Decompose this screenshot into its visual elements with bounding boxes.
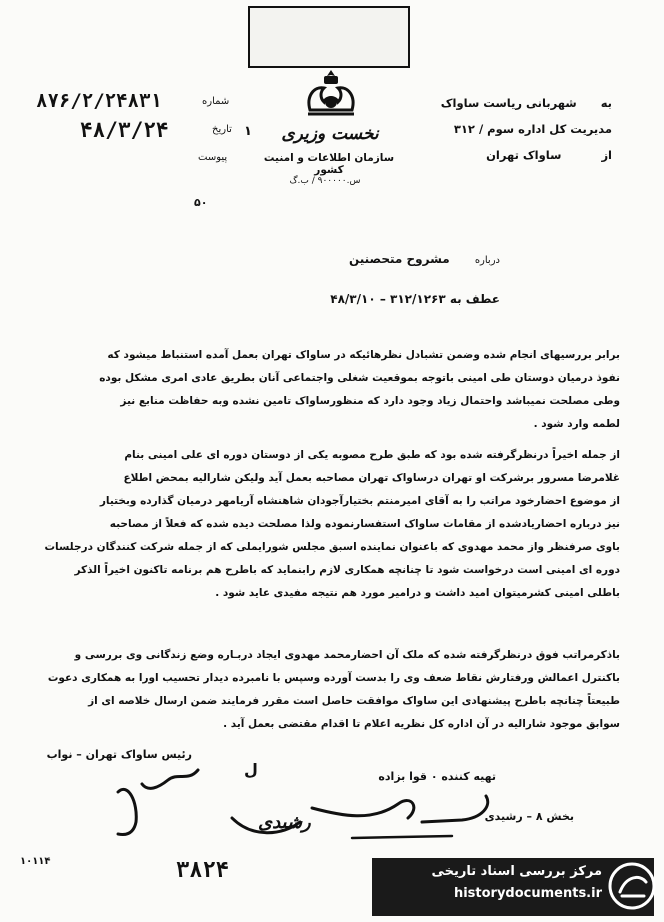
paragraph-line: دوره ای امینی است درخواست شود تا چنانچه همکاری لازم رابنماید که باطرح هم برنامه تاکنون اخیراً الذکر (74, 564, 620, 576)
section-line: بخش ۸ – رشیدی (484, 810, 574, 823)
paragraph-line: لطمه وارد شود . (533, 418, 620, 430)
subject-label: درباره (474, 255, 500, 266)
paragraph-1 (40, 344, 620, 436)
date-label: تاریخ (212, 124, 232, 135)
prepared-by: تهیه کننده ۰ قوا بزاده (378, 770, 496, 783)
paragraph-line: باذکرمراتب فوق درنظرگرفته شده که ملک آن احضارمحمد مهدوی ایجاد دربـاره وضع زندگانی وی بررسی و (74, 649, 620, 661)
number-label: شماره (202, 96, 230, 107)
org-name: نخست وزیری (281, 124, 379, 144)
subject-line (349, 252, 500, 266)
attach-mark: ۵۰ (194, 196, 208, 209)
to-sub-line (454, 122, 612, 136)
paragraph-line: از جمله اخیراً درنظرگرفته شده بود که طبق طرح مصوبه یکی از دوستان دوره ای علی امینی بنام (124, 449, 620, 461)
small-mark: ۱ (244, 124, 252, 139)
reference-line: عطف به ۳۱۲/۱۲۶۳ – ۴۸/۳/۱۰ (330, 292, 500, 306)
attachment-label: پیوست (198, 152, 228, 163)
stamp-box (248, 6, 410, 68)
paragraph-2 (40, 444, 620, 605)
signatory-title: رئیس ساواک تهران – نواب (46, 748, 192, 761)
watermark-url: historydocuments.ir (453, 886, 602, 901)
watermark-logo-icon (608, 862, 656, 910)
org-code: س.۹۰۰۰۰۰ / ب.گ (289, 176, 361, 186)
paragraph-line: باوی صرفنظر واز محمد مهدوی که باعنوان نماینده اسبق مجلس شورایملی که از جمله شرکت کنندگان درجلسات (44, 541, 620, 553)
paragraph-line: وطی مصلحت نمیباشد واحتمال زیاد وجود دارد که منظورساواک تامین نشده وبه حفاظت منابع نیز (120, 395, 620, 407)
to-label: به (600, 96, 612, 110)
to-value: شهربانی ریاست ساواک (440, 96, 577, 110)
page-number: ۳۸۲۴ (176, 858, 229, 883)
paragraph-3 (40, 644, 620, 736)
doc-code: ۱۰۱۱۴ (20, 856, 51, 867)
number-value: ۸۷۶/۲/۲۴۸۳۱ (36, 90, 162, 112)
paragraph-line: برابر بررسیهای انجام شده وضمن تشبادل نظرهائیکه در ساواک تهران بعمل آمده استنباط میشود که (107, 349, 620, 361)
paragraph-line: سوابق موجود شارالیه در آن اداره کل نظریه اعلام تا اقدام مقتضی بعمل آید . (223, 718, 620, 730)
paragraph-line: نیز درباره احضاریادشده از مقامات ساواک استفسارنموده ولذا مصلحت دیده شده که فعلاً از مصاحبه (109, 518, 620, 530)
from-value: ساواک تهران (486, 148, 562, 162)
paragraph-line: از موضوع احضارخود مراتب را به آقای امیرمنتم بختیارآجودان شاهنشاه آریامهر درمیان گذارده وبختیار (99, 495, 620, 507)
subject-value: مشروح متحصنین (348, 252, 450, 266)
handwritten-mark: ل (244, 760, 258, 779)
paragraph-line: غلامرضا مسرور برشرکت او تهران درساواک تهران مصاحبه بعمل آید ولیکن شارالیه بمحض اطلاع (123, 472, 620, 484)
emblem-icon (296, 66, 366, 126)
paragraph-line: باطلی امینی کشرمیتوان امید داشت و درامیر مورد هم نتیجه مفیدی عاید شود . (215, 587, 620, 599)
signature-scrawl-left (88, 762, 218, 842)
from-line (486, 148, 612, 162)
from-label: از (601, 148, 612, 162)
paragraph-line: باکنترل اعمالش ورفتارش نقاط ضعف وی را بدست آورده وسپس با نامبرده دیدار تحسیب اورا به همکاری دعوت (47, 672, 620, 684)
paragraph-line: طبیعتاً چنانچه باطرح پیشنهادی این ساواک موافقت حاصل است مقرر فرمایند ضمن ارسال خلاصه ای از (88, 695, 620, 707)
paragraph-line: نفوذ درمیان دوستان طی امینی باتوجه بموقعیت شغلی واجتماعی آنان بطریق عادی امری مشکل بوده (99, 372, 620, 384)
to-sub: مدیریت کل اداره سوم / ۳۱۲ (453, 122, 612, 136)
to-line (441, 96, 612, 110)
date-value: ۴۸/۳/۲۴ (80, 118, 169, 142)
org-sub: سازمان اطلاعات و امنیت کشور (263, 152, 395, 176)
watermark-title: مرکز بررسی اسناد تاریخی (431, 864, 602, 879)
signature-name: رشیدی (258, 812, 311, 833)
